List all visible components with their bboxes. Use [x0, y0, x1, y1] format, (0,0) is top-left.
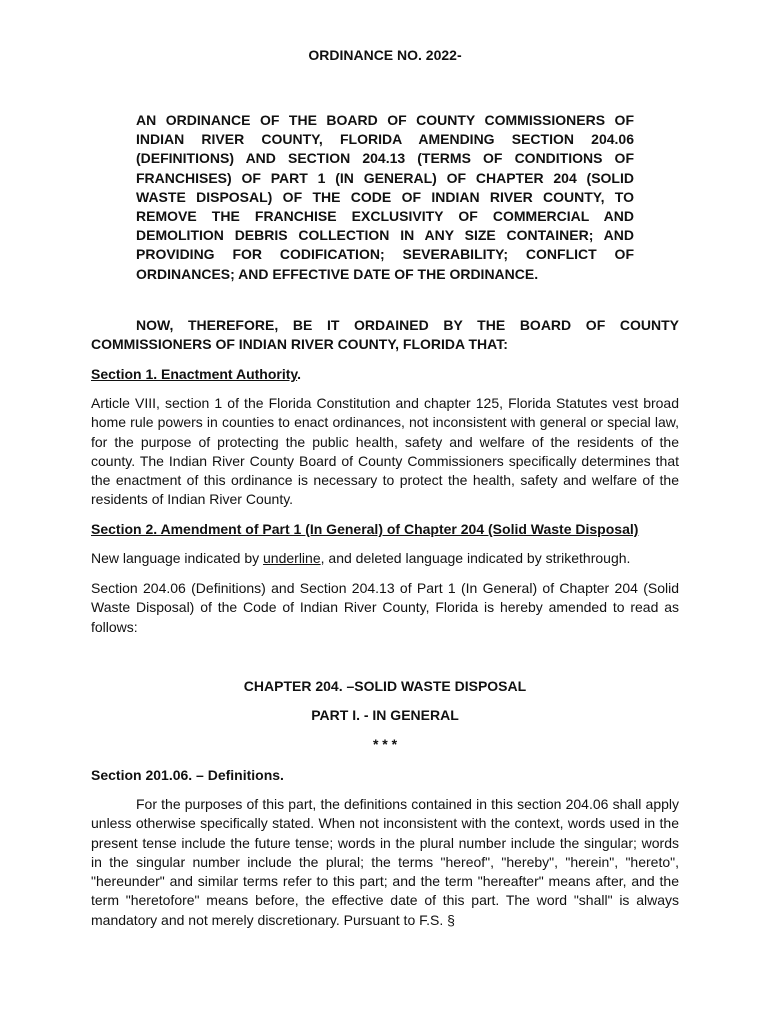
ordinance-caption: AN ORDINANCE OF THE BOARD OF COUNTY COMMISSIONERS OF INDIAN RIVER COUNTY, FLORIDA AMENDING SECTION 204.06 (DEFINITIONS) AND SECTION 204.13 (TERMS OF CONDITIONS OF FRANCHISES) OF PART 1 (IN GENERAL) OF CHAPTER 204 (SOLID WASTE DISPOSAL) OF THE CODE OF INDIAN RIVER COUNTY, TO REMOVE THE FRANCHISE EXCLUSIVITY OF COMMERCIAL AND DEMOLITION DEBRIS COLLECTION IN ANY SIZE CONTAINER; AND PROVIDING FOR CODIFICATION; SEVERABILITY; CONFLICT OF ORDINANCES; AND EFFECTIVE DATE OF THE ORDINANCE. — [136, 112, 634, 282]
ordaining-clause: NOW, THEREFORE, BE IT ORDAINED BY THE BOARD OF COUNTY COMMISSIONERS OF INDIAN RIVER COUNTY, FLORIDA THAT: — [91, 317, 679, 352]
section-2-note — [91, 549, 679, 568]
section-1-heading-text: Section 1. Enactment Authority — [91, 366, 298, 382]
note-underline-word: underline — [263, 550, 321, 566]
note-prefix: New language indicated by — [91, 550, 264, 566]
part-title: PART I. - IN GENERAL — [311, 707, 459, 723]
section-2-heading-text: Section 2. Amendment of Part 1 (In General) of Chapter 204 (Solid Waste Disposal) — [91, 521, 639, 537]
section-2-heading — [91, 520, 681, 538]
ordinance-title: ORDINANCE NO. 2022- — [308, 47, 462, 63]
section-1-heading — [91, 365, 681, 383]
section-1-body: Article VIII, section 1 of the Florida Constitution and chapter 125, Florida Statutes vest broad home rule powers in counties to enact ordinances, not inconsistent with general or special law, for the purpose of protecting the public health, safety and welfare of the residents of the county. The Indian River County Board of County Commissioners specifically determines that the enactment of this ordinance is necessary to protect the health, safety and welfare of the residents of Indian River County. — [91, 395, 679, 508]
section-2-body: Section 204.06 (Definitions) and Section 204.13 of Part 1 (In General) of Chapter 204 (Solid Waste Disposal) of the Code of Indian River County, Florida is hereby amended to read as follows: — [91, 580, 679, 635]
note-suffix: , and deleted language indicated by strikethrough. — [320, 550, 631, 566]
definitions-body: For the purposes of this part, the definitions contained in this section 204.06 shall apply unless otherwise specifically stated. When not inconsistent with the context, words used in the present tense include the future tense; words in the plural number include the singular; words in the singular number include the plural; the terms "hereof", "hereby", "herein", "hereto", "hereunder" and similar terms refer to this part; and the term "hereafter" means after, and the term "heretofore" means before, the effective date of this part. The word "shall" is always mandatory and not merely discretionary. Pursuant to F.S. § — [91, 796, 679, 928]
section-1-heading-period: . — [297, 366, 302, 382]
chapter-title: CHAPTER 204. –SOLID WASTE DISPOSAL — [243, 678, 527, 694]
section-separator-stars: * * * — [372, 736, 398, 752]
definitions-heading: Section 201.06. – Definitions. — [91, 767, 284, 783]
